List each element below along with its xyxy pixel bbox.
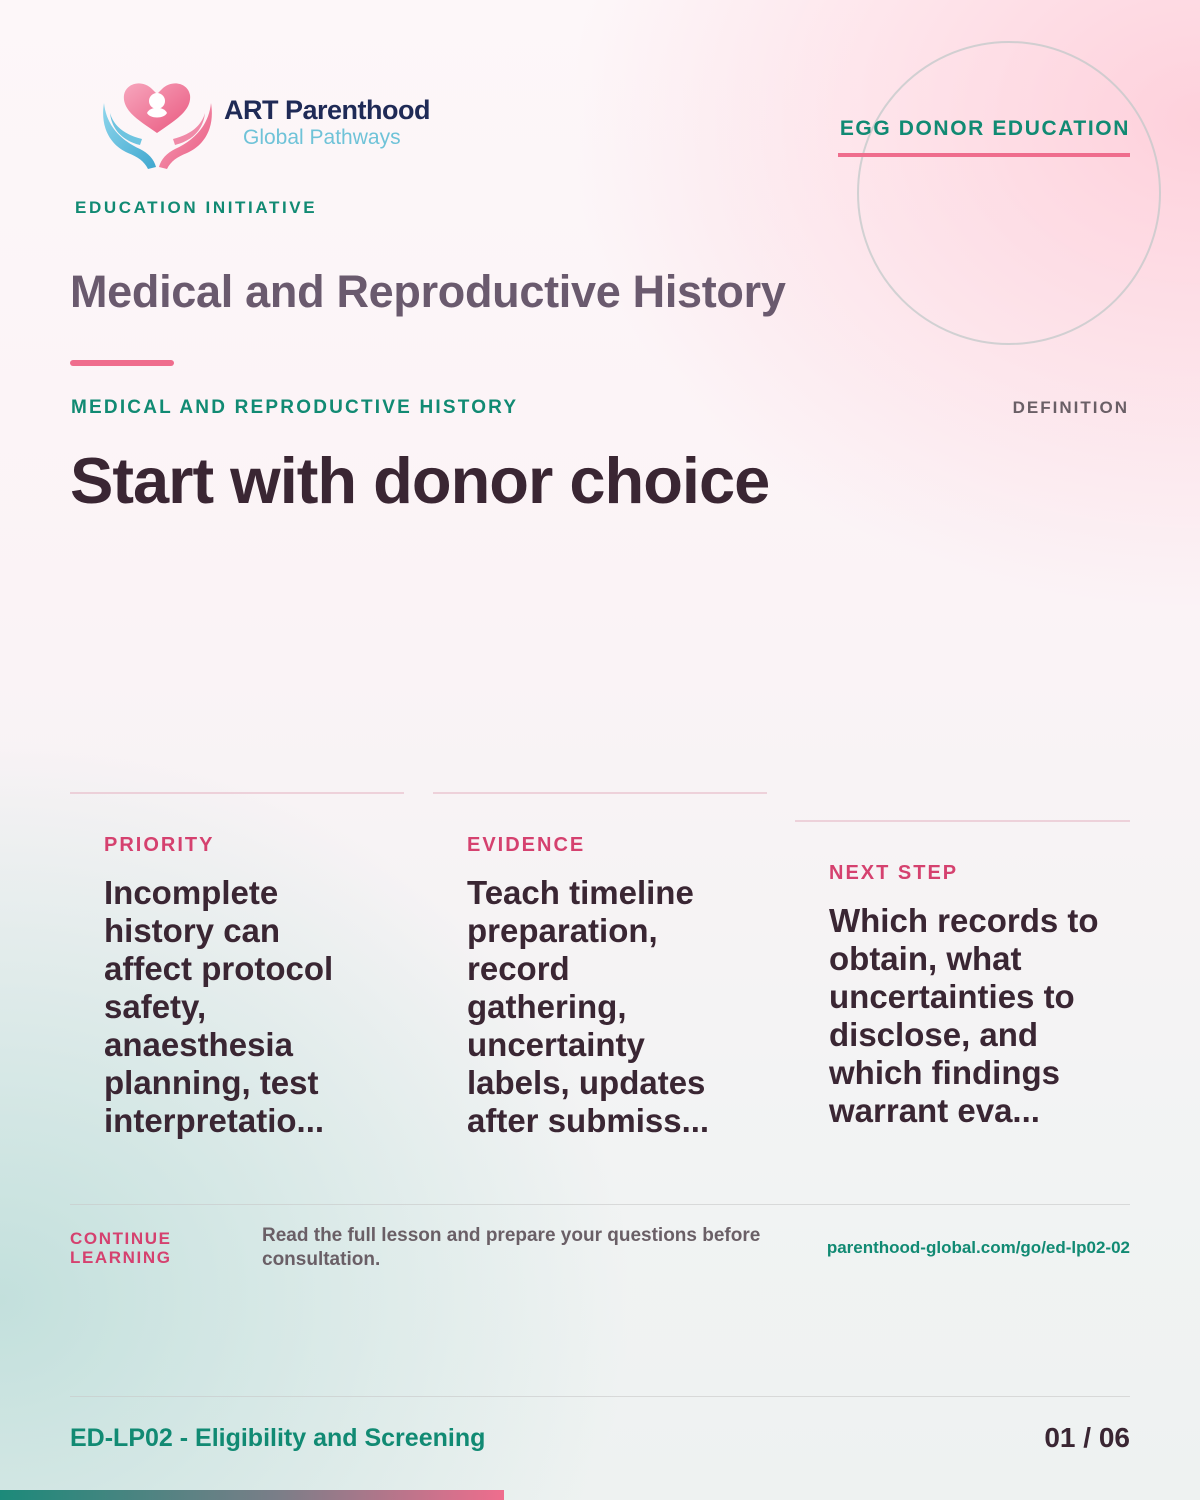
continue-learning-label: CONTINUE LEARNING [70,1229,172,1267]
brand-tagline: Global Pathways [243,126,401,149]
card-label: EVIDENCE [467,834,586,856]
brand-name: ART Parenthood [224,95,430,125]
card-label: NEXT STEP [829,862,959,884]
section-type-label: DEFINITION [1012,398,1129,417]
headline: Start with donor choice [70,444,770,517]
course-title: ED-LP02 - Eligibility and Screening [70,1424,486,1452]
section-label: MEDICAL AND REPRODUCTIVE HISTORY [71,397,519,418]
evidence-card [433,792,767,1164]
decorative-circle [857,41,1161,345]
card-text: Incomplete history can affect protocol safety, anaesthesia planning, test interpretatio... [104,874,334,1139]
progress-bar [0,1490,504,1500]
divider [70,1204,1130,1205]
initiative-label: EDUCATION INITIATIVE [75,198,318,217]
priority-card [70,792,404,1164]
lesson-link[interactable]: parenthood-global.com/go/ed-lp02-02 [826,1238,1130,1257]
category-label: EGG DONOR EDUCATION [839,117,1130,140]
category-underline [838,153,1130,157]
card-label: PRIORITY [104,834,215,856]
next-step-card [795,820,1130,1162]
art-parenthood-logo [100,75,215,170]
card-text: Which records to obtain, what uncertainties to disclose, and which findings warrant eva... [829,902,1099,1129]
page-title: Medical and Reproductive History [70,266,786,317]
continue-learning-text: Read the full lesson and prepare your questions before consultation. [262,1225,761,1270]
page-counter: 01 / 06 [1044,1422,1130,1453]
title-accent-bar [70,360,174,366]
card-text: Teach timeline preparation, record gathering, uncertainty labels, updates after submiss... [467,874,710,1139]
divider [70,1396,1130,1397]
